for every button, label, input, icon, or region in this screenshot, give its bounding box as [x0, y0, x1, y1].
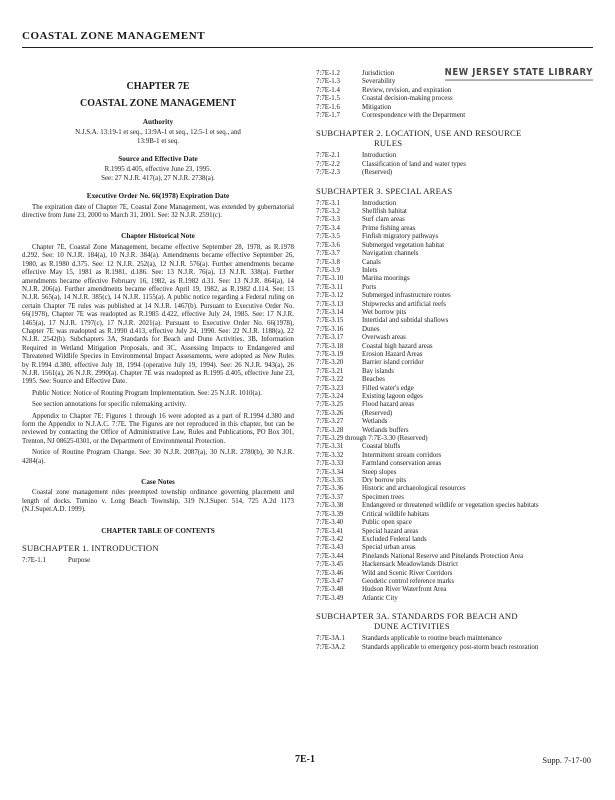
toc-entry [316, 570, 596, 578]
toc-entry-title: Wet borrow pits [362, 308, 407, 316]
toc-entry [316, 87, 596, 95]
toc-entry-number: 7:7E-3.22 [316, 376, 344, 384]
toc-entry [316, 284, 596, 292]
toc-entry-number: 7:7E-3.25 [316, 401, 344, 409]
toc-entry-title: Mitigation [362, 103, 392, 111]
toc-entry-number: 7:7E-3.47 [316, 577, 344, 585]
toc-entry [22, 557, 294, 565]
toc-entry-title: Dry borrow pits [362, 477, 407, 485]
subchapter-3-list-b [316, 443, 596, 603]
toc-entry [316, 250, 596, 258]
toc-entry [316, 161, 596, 169]
running-head: COASTAL ZONE MANAGEMENT [22, 30, 206, 42]
toc-entry-title: Purpose [68, 557, 91, 565]
toc-entry-number: 7:7E-3.39 [316, 510, 344, 518]
toc-entry-title: Standards applicable to emergency post-storm beach restoration [362, 643, 539, 651]
toc-entry [316, 511, 596, 519]
toc-entry-number: 7:7E-3.23 [316, 384, 344, 392]
toc-entry-title: Classification of land and water types [362, 160, 466, 168]
toc-entry [316, 401, 596, 409]
toc-entry-number: 7:7E-3.41 [316, 527, 344, 535]
toc-entry-number: 7:7E-2.1 [316, 152, 340, 160]
toc-entry-title: Inlets [362, 266, 378, 274]
toc-entry [316, 553, 596, 561]
toc-entry-title: Filled water's edge [362, 384, 414, 392]
toc-entry-title: Introduction [362, 152, 397, 160]
toc-entry-title: Wetlands buffers [362, 426, 409, 434]
toc-entry [316, 427, 596, 435]
toc-entry-number: 7:7E-1.2 [316, 70, 340, 77]
toc-entry-title: Intermittent stream corridors [362, 451, 442, 459]
toc-entry-title: Dunes [362, 325, 380, 333]
toc-entry-title: Severability [362, 78, 396, 86]
toc-entry [316, 216, 596, 224]
toc-entry [316, 561, 596, 569]
toc-entry [316, 351, 596, 359]
toc-entry [316, 536, 596, 544]
toc-entry-title: (Reserved) [362, 409, 393, 417]
toc-entry [316, 301, 596, 309]
toc-entry-number: 7:7E-2.3 [316, 169, 340, 177]
toc-entry-title: Critical wildlife habitats [362, 510, 429, 518]
subchapter-3a-line-1: SUBCHAPTER 3A. STANDARDS FOR BEACH AND [316, 611, 518, 622]
subchapter-3-list [316, 200, 596, 435]
toc-entry-number: 7:7E-3.26 [316, 409, 344, 417]
toc-entry [316, 385, 596, 393]
authority-text: N.J.S.A. 13:19-1 et seq., 13:9A-1 et seq., 12:5-1 et seq., and 13:9B-1 et seq. [75, 129, 241, 145]
authority-heading: Authority [142, 117, 174, 126]
toc-entry-title: Introduction [362, 199, 397, 207]
subchapter-3-heading: SUBCHAPTER 3. SPECIAL AREAS [316, 185, 453, 196]
toc-entry-number: 7:7E-3.28 [316, 426, 344, 434]
toc-entry [316, 485, 596, 493]
toc-entry-number: 7:7E-3.21 [316, 367, 344, 375]
subchapter-1-list-cont [316, 70, 596, 120]
toc-range-text: 7:7E-3.29 through 7:7E-3.30 (Reserved) [316, 435, 428, 443]
toc-entry-number: 7:7E-1.6 [316, 103, 340, 111]
chapter-title: COASTAL ZONE MANAGEMENT [80, 98, 236, 110]
toc-entry [316, 519, 596, 527]
toc-entry [316, 410, 596, 418]
toc-entry [316, 477, 596, 485]
toc-entry-number: 7:7E-2.2 [316, 160, 340, 168]
toc-entry [316, 317, 596, 325]
toc-entry [316, 586, 596, 594]
toc-entry-title: Special urban areas [362, 544, 416, 552]
toc-entry [316, 494, 596, 502]
toc-entry-title: Marina moorings [362, 275, 410, 283]
toc-entry [316, 644, 596, 652]
toc-entry-number: 7:7E-3.3 [316, 216, 340, 224]
source-heading: Source and Effective Date [118, 155, 198, 164]
toc-entry-number: 7:7E-3.34 [316, 468, 344, 476]
toc-entry [316, 368, 596, 376]
toc-entry-title: Correspondence with the Department [362, 112, 466, 120]
toc-entry-number: 7:7E-3.19 [316, 350, 344, 358]
toc-entry [316, 376, 596, 384]
toc-entry [316, 359, 596, 367]
toc-entry-number: 7:7E-3.36 [316, 485, 344, 493]
toc-entry-title: Bay islands [362, 367, 394, 375]
toc-entry-title: Steep slopes [362, 468, 397, 476]
toc-entry [316, 78, 596, 86]
right-column [316, 70, 596, 652]
toc-entry-number: 7:7E-1.3 [316, 78, 340, 86]
source-line-2: See: 27 N.J.R. 417(a), 27 N.J.R. 2738(a). [101, 174, 215, 182]
history-text: Chapter 7E, Coastal Zone Management, became effective September 28, 1978, as R.1978 d.292. See: 10 N.J.R. 184(a), 10 N.J.R. 384(a). Amendments became effective September 26, 1980, as R.1980 d.375. See: 12 N.J.R. 252(a), 12 N.J.R. 576(a). Further amendments became effective May 15, 1981 as R.1981, d.186. See: 13 N.J.R. 76(a), 13 N.J.R. 338(a). Further amendments became effective February 16, 1982, as R.1982 d.31. See: 13 N.J.R. 864(a), 14 N.J.R. 206(a). Further amendments became effective April 19, 1982, as R.1982 d.114. See: 13 N.J.R. 565(a), 14 N.J.R. 385(c), 14 N.J.R. 1155(a). A public notice regarding a Federal ruling on certain Chapter 7E rules was published at 14 N.J.R. 1467(b). Pursuant to Executive Order No. 66(1978), Chapter 7E was readopted as R.1985 d.422, effective July 24, 1985. See: 17 N.J.R. 1465(a), 17 N.J.R. 1797(c), 17 N.J.R. 2021(a). Pursuant to Executive Order No. 66(1978), Chapter 7E was readopted as R.1990 d.413, effective July 24, 1990. See: 22 N.J.R. 1188(a), 22 N.J.R. 2542(b). Subchapters 3A, Standards for Beach and Dune Activities, 3B, Information Required in Wetland Mitigation Proposals, and 3C, Assessing Impacts to Endangered and Threatened Wildlife Species in Environmental Impact Assessments, were adopted as New Rules by R.1994 d.380, effective July 18, 1994 (operative July 19, 1994). See: 26 N.J.R. 943(a), 26 N.J.R. 1561(a), 26 N.J.R. 2990(a). Chapter 7E was readopted as R.1995 d.405, effective June 23, 1995. See: Source and Effective Date. [22, 243, 294, 386]
toc-entry [316, 259, 596, 267]
toc-entry [316, 169, 596, 177]
toc-entry-number: 7:7E-3.49 [316, 594, 344, 602]
toc-entry-number: 7:7E-3.20 [316, 359, 344, 367]
history-heading: Chapter Historical Note [121, 232, 195, 241]
toc-entry [316, 578, 596, 586]
toc-entry-number: 7:7E-3.24 [316, 393, 344, 400]
toc-entry-title: Flood hazard areas [362, 401, 415, 409]
supplement-date: Supp. 7-17-00 [542, 755, 591, 765]
toc-entry [316, 242, 596, 250]
toc-entry-title: Overwash areas [362, 334, 406, 342]
toc-entry [316, 460, 596, 468]
toc-entry-title: Erosion Hazard Areas [362, 350, 423, 358]
toc-entry-number: 7:7E-3.7 [316, 250, 340, 258]
toc-entry-title: Jurisdiction [362, 70, 395, 77]
toc-entry [316, 104, 596, 112]
toc-entry-number: 7:7E-3.8 [316, 258, 340, 266]
toc-entry [316, 309, 596, 317]
toc-entry [316, 292, 596, 300]
toc-entry [316, 452, 596, 460]
toc-entry-title: Wild and Scenic River Corridors [362, 569, 453, 577]
subchapter-2-line-2: RULES [374, 138, 403, 149]
toc-entry-number: 7:7E-3.13 [316, 300, 344, 308]
toc-entry-title: Barrier island corridor [362, 359, 424, 367]
toc-entry-title: Existing lagoon edges [362, 393, 423, 400]
toc-entry-number: 7:7E-3.43 [316, 544, 344, 552]
toc-entry-number: 7:7E-3.40 [316, 519, 344, 527]
toc-entry [316, 275, 596, 283]
toc-entry [316, 595, 596, 603]
exec-order-heading: Executive Order No. 66(1978) Expiration Date [86, 192, 230, 201]
toc-heading: CHAPTER TABLE OF CONTENTS [101, 526, 215, 535]
toc-entry-title: Farmland conservation areas [362, 460, 442, 468]
page-number: 7E-1 [295, 754, 315, 765]
toc-entry-title: Submerged vegetation habitat [362, 241, 445, 249]
toc-entry-number: 7:7E-3.16 [316, 325, 344, 333]
toc-entry-number: 7:7E-3.31 [316, 443, 344, 451]
toc-entry [316, 233, 596, 241]
toc-entry-number: 7:7E-1.4 [316, 86, 340, 94]
subchapter-2-list [316, 152, 596, 177]
toc-entry-number: 7:7E-3.42 [316, 535, 344, 543]
subchapter-1-heading: SUBCHAPTER 1. INTRODUCTION [22, 543, 159, 554]
toc-entry-number: 7:7E-3.17 [316, 334, 344, 342]
toc-entry-title: Geodetic control reference marks [362, 577, 455, 585]
toc-entry-number: 7:7E-3.1 [316, 199, 340, 207]
toc-entry-title: Coastal decision-making process [362, 95, 453, 103]
toc-entry-number: 7:7E-3.32 [316, 451, 344, 459]
toc-entry-title: Special hazard areas [362, 527, 419, 535]
toc-entry-title: Public open space [362, 519, 412, 527]
toc-entry-number: 7:7E-3.27 [316, 418, 344, 426]
toc-entry-title: Navigation channels [362, 250, 419, 258]
header-rule [22, 47, 593, 48]
subchapter-2-heading [316, 128, 596, 148]
toc-entry [316, 70, 596, 78]
toc-range-row [316, 435, 596, 443]
toc-entry-number: 7:7E-3.9 [316, 266, 340, 274]
toc-entry [316, 635, 596, 643]
toc-entry [316, 418, 596, 426]
toc-entry [316, 334, 596, 342]
toc-entry [316, 326, 596, 334]
toc-entry-title: Pinelands National Reserve and Pinelands Protection Area [362, 552, 524, 560]
routine-program-notice: Notice of Routine Program Change. See: 30 N.J.R. 2087(a), 30 N.J.R. 2780(b), 30 N.J.R. 4284(a). [22, 449, 294, 465]
left-column [22, 70, 294, 565]
toc-entry-number: 7:7E-3.18 [316, 342, 344, 350]
appendix-note: Appendix to Chapter 7E: Figures 1 through 16 were adopted as a part of R.1994 d.380 and form the Appendix to N.J.A.C. 7:7E. The Figures are not reproduced in this chapter, but can be reviewed by contacting the Office of Administrative Law, Rules and Publications, PO Box 301, Trenton, NJ 08625-0301, or the Department of Environmental Protection. [22, 412, 294, 445]
toc-entry-title: Canals [362, 258, 381, 266]
toc-entry [316, 208, 596, 216]
chapter-number: CHAPTER 7E [126, 81, 190, 92]
toc-entry-title: Surf clam areas [362, 216, 405, 224]
toc-entry [316, 152, 596, 160]
toc-entry-number: 7:7E-3.48 [316, 586, 344, 594]
toc-entry-number: 7:7E-3.44 [316, 552, 344, 560]
toc-entry-number: 7:7E-3A.1 [316, 635, 345, 643]
case-notes-heading: Case Notes [141, 478, 175, 487]
toc-entry-number: 7:7E-3.14 [316, 308, 344, 316]
toc-entry-title: Coastal high hazard areas [362, 342, 433, 350]
subchapter-3a-heading [316, 611, 596, 631]
toc-entry-title: Hudson River Waterfront Area [362, 586, 447, 594]
toc-entry [316, 528, 596, 536]
toc-entry-number: 7:7E-3.37 [316, 493, 344, 501]
toc-entry-title: Specimen trees [362, 493, 404, 501]
toc-entry [316, 393, 596, 401]
toc-entry-number: 7:7E-3.11 [316, 283, 344, 291]
toc-entry-number: 7:7E-3.46 [316, 569, 344, 577]
toc-entry-number: 7:7E-3.45 [316, 561, 344, 569]
toc-entry-number: 7:7E-1.5 [316, 95, 340, 103]
toc-entry-number: 7:7E-3.12 [316, 292, 344, 300]
subchapter-2-line-1: SUBCHAPTER 2. LOCATION, USE AND RESOURCE [316, 128, 522, 139]
subchapter-1-list [22, 557, 294, 565]
toc-entry [316, 112, 596, 120]
toc-entry-number: 7:7E-3.35 [316, 477, 344, 485]
toc-entry-title: Coastal bluffs [362, 443, 401, 451]
toc-entry-number: 7:7E-3.10 [316, 275, 344, 283]
toc-entry-title: Shipwrecks and artificial reefs [362, 300, 446, 308]
toc-entry-title: Standards applicable to routine beach maintenance [362, 635, 502, 643]
toc-entry-title: Excluded Federal lands [362, 535, 427, 543]
toc-entry-title: Ports [362, 283, 377, 291]
public-notice: Public Notice: Notice of Routing Program Implementation. See: 25 N.J.R. 1010(a). [32, 389, 262, 397]
toc-entry-number: 7:7E-3.4 [316, 224, 340, 232]
toc-entry [316, 443, 596, 451]
annotations-note: See section annotations for specific rulemaking activity. [32, 401, 187, 409]
toc-entry-number: 7:7E-3.33 [316, 460, 344, 468]
exec-order-text: The expiration date of Chapter 7E, Coastal Zone Management, was extended by gubernatorial directive from June 23, 2000 to March 31, 2001. See: 32 N.J.R. 2591(c). [22, 203, 294, 220]
toc-entry [316, 267, 596, 275]
toc-entry [316, 343, 596, 351]
subchapter-3a-line-2: DUNE ACTIVITIES [374, 621, 450, 632]
toc-entry-number: 7:7E-3.5 [316, 233, 340, 241]
toc-entry-number: 7:7E-1.7 [316, 112, 340, 120]
toc-entry-title: Finfish migratory pathways [362, 233, 439, 241]
toc-entry [316, 225, 596, 233]
toc-entry-title: (Reserved) [362, 169, 393, 177]
toc-entry-number: 7:7E-3.15 [316, 317, 344, 325]
subchapter-3a-list [316, 635, 596, 652]
toc-entry-number: 7:7E-3.38 [316, 502, 344, 510]
toc-entry-title: Hackensack Meadowlands District [362, 561, 459, 569]
toc-entry-title: Intertidal and subtidal shallows [362, 317, 449, 325]
toc-entry-title: Endangered or threatened wildlife or vegetation species habitats [362, 502, 539, 510]
toc-entry-number: 7:7E-1.1 [22, 557, 46, 565]
toc-entry-title: Beaches [362, 376, 385, 384]
toc-entry [316, 502, 596, 510]
toc-entry [316, 200, 596, 208]
toc-entry-number: 7:7E-3A.2 [316, 643, 345, 651]
toc-entry-number: 7:7E-3.6 [316, 241, 340, 249]
source-line-1: R.1995 d.405, effective June 23, 1995. [104, 166, 212, 174]
toc-entry-title: Submerged infrastructure routes [362, 292, 451, 300]
toc-entry-title: Shellfish habitat [362, 208, 407, 216]
toc-entry-title: Wetlands [362, 418, 388, 426]
toc-entry [316, 95, 596, 103]
toc-entry-title: Atlantic City [362, 594, 398, 602]
toc-entry-number: 7:7E-3.2 [316, 208, 340, 216]
case-notes-text: Coastal zone management rules preempted township ordinance governing placement and length of docks. Tumino v. Long Beach Township, 319 N.J.Super. 514, 725 A.2d 1173 (N.J.Super.A.D. 1999). [22, 489, 294, 514]
toc-entry-title: Prime fishing areas [362, 224, 416, 232]
toc-entry [316, 469, 596, 477]
library-stamp: NEW JERSEY STATE LIBRARY [445, 67, 593, 80]
toc-entry-title: Review, revision, and expiration [362, 86, 452, 94]
toc-entry-title: Historic and archaeological resources [362, 485, 466, 493]
toc-entry [316, 544, 596, 552]
